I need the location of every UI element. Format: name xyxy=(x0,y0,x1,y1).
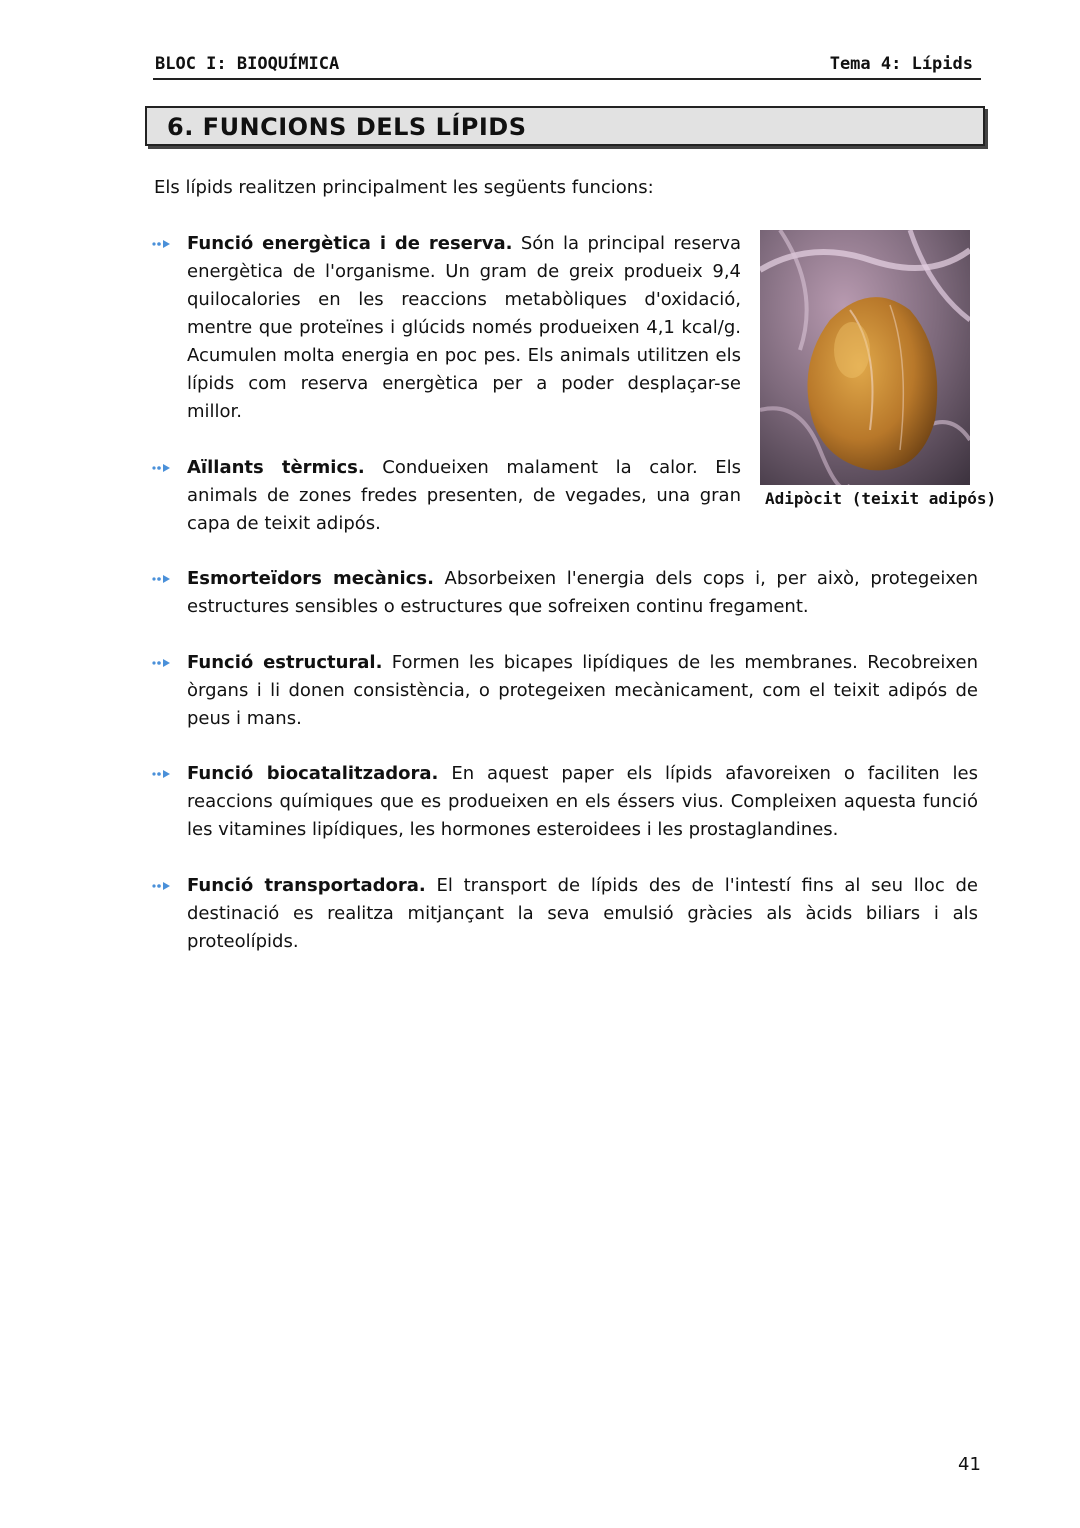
item-title: Funció estructural. xyxy=(187,652,383,673)
item-title: Funció transportadora. xyxy=(187,875,426,896)
list-item xyxy=(187,872,978,956)
header-block: BLOC I: BIOQUÍMICA xyxy=(155,54,340,74)
page-header xyxy=(153,52,981,80)
list-item xyxy=(187,565,978,621)
arrow-bullet-icon xyxy=(151,879,175,893)
arrow-bullet-icon xyxy=(151,237,175,251)
list-item xyxy=(187,230,741,426)
page-number: 41 xyxy=(958,1454,981,1475)
arrow-bullet-icon xyxy=(151,572,175,586)
section-title-box xyxy=(145,106,985,146)
item-text: En aquest paper els lípids afavoreixen o faciliten les reaccions químiques que es produeixen en els éssers vius. Compleixen aquesta funció les vitamines lipídiques, les hormones esteroidees i les prostaglandines. xyxy=(187,763,978,840)
arrow-bullet-icon xyxy=(151,461,175,475)
item-text: Formen les bicapes lipídiques de les membranes. Recobreixen òrgans i li donen consistència, o protegeixen mecànicament, com el teixit adipós de peus i mans. xyxy=(187,652,979,729)
arrow-bullet-icon xyxy=(151,656,175,670)
item-title: Aïllants tèrmics. xyxy=(187,457,365,478)
list-item xyxy=(187,649,978,733)
section-title: 6. FUNCIONS DELS LÍPIDS xyxy=(167,113,527,141)
list-item xyxy=(187,760,978,844)
item-title: Funció energètica i de reserva. xyxy=(187,233,513,254)
item-title: Esmorteïdors mecànics. xyxy=(187,568,434,589)
item-text: Condueixen malament la calor. Els animals de zones fredes presenten, de vegades, una gran capa de teixit adipós. xyxy=(187,457,742,534)
item-title: Funció biocatalitzadora. xyxy=(187,763,439,784)
item-text: Són la principal reserva energètica de l'organisme. Un gram de greix produeix 9,4 quilocalories en les reaccions metabòliques d'oxidació, mentre que proteïnes i glúcids només produeixen 4,1 kcal/g. Acumulen molta energia en poc pes. Els animals utilitzen els lípids com reserva energètica per a poder desplaçar-se millor. xyxy=(187,233,741,422)
arrow-bullet-icon xyxy=(151,767,175,781)
adipocyte-image xyxy=(760,230,970,485)
intro-text: Els lípids realitzen principalment les següents funcions: xyxy=(154,177,654,198)
list-item xyxy=(187,454,741,538)
item-text: Absorbeixen l'energia dels cops i, per això, protegeixen estructures sensibles o estructures que sofreixen continu fregament. xyxy=(187,568,978,617)
figure-caption: Adipòcit (teixit adipós) xyxy=(765,489,997,508)
item-text: El transport de lípids des de l'intestí fins al seu lloc de destinació es realitza mitjançant la seva emulsió gràcies als àcids biliars i als proteolípids. xyxy=(187,875,978,952)
header-topic: Tema 4: Lípids xyxy=(829,54,973,74)
